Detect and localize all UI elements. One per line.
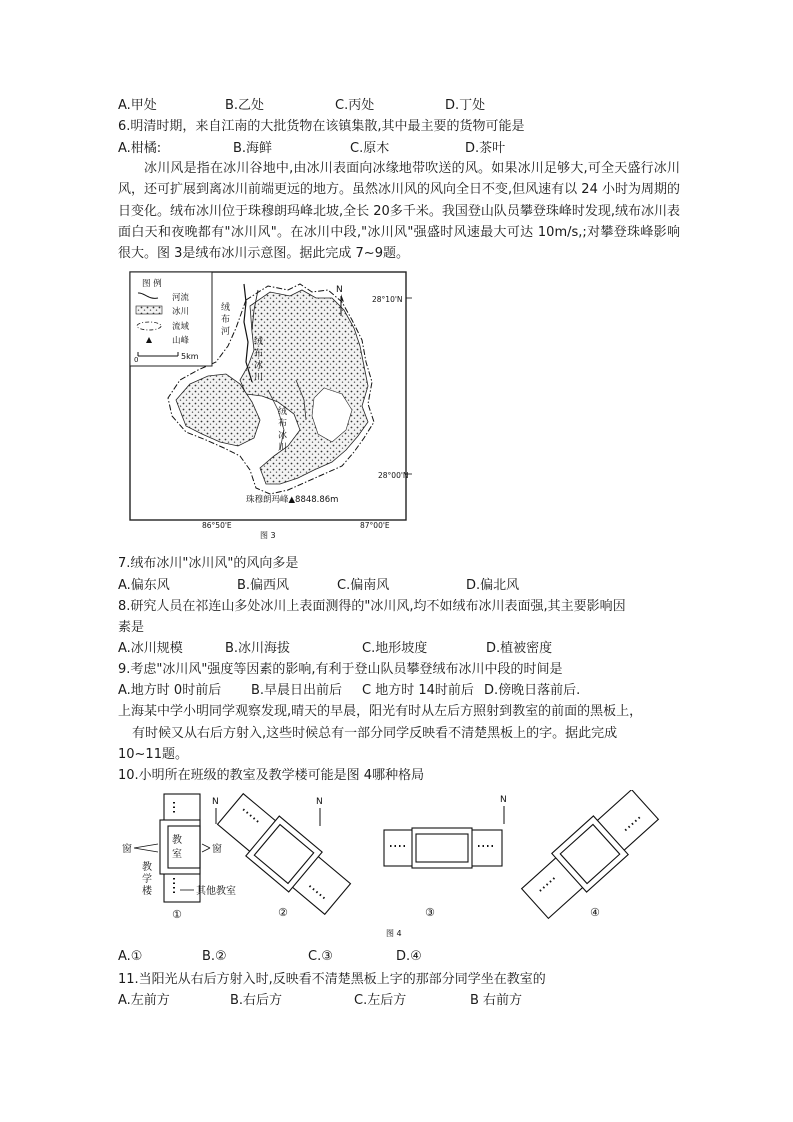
lon-left: 86°50'E	[202, 521, 232, 530]
q7-option-c: C.偏南风	[337, 578, 390, 593]
q9-stem: 9.考虑"冰川风"强度等因素的影响,有利于登山队员攀登绒布冰川中段的时间是	[118, 662, 563, 677]
peak-label: 珠穆朗玛峰▲8848.86m	[246, 495, 339, 505]
q7-stem: 7.绒布冰川"冰川风"的风向多是	[118, 556, 299, 571]
legend-glacier-symbol	[136, 306, 162, 314]
q6-option-b: B.海鲜	[233, 141, 273, 156]
window-left-label: 窗	[122, 844, 132, 855]
river-label-3: 河	[221, 327, 231, 337]
legend-glacier: 冰川	[172, 307, 190, 317]
q8-option-b: B.冰川海拔	[225, 641, 291, 656]
legend-title: 图 例	[142, 279, 162, 289]
q10-option-a: A.①	[118, 949, 143, 964]
layout-2	[214, 790, 355, 919]
glacier2-label-1: 绒	[278, 407, 288, 417]
classroom-label-2: 室	[172, 849, 182, 860]
q7-options	[118, 576, 698, 596]
passage-glacier-wind	[118, 158, 680, 264]
lat-top: 28°10'N	[372, 295, 403, 304]
q6-stem: 6.明清时期，来自江南的大批货物在该镇集散,其中最主要的货物可能是	[118, 119, 525, 134]
other-classroom-label: 其他教室	[196, 886, 236, 897]
q10-option-c: C.③	[308, 949, 333, 964]
legend-basin: 流域	[172, 322, 190, 332]
north-label: N	[336, 285, 343, 295]
q6-options	[118, 139, 698, 159]
q11-option-a: A.左前方	[118, 993, 170, 1008]
passage2-line1: 上海某中学小明同学观察发现,晴天的早晨，阳光有时从左后方照射到教室的前面的黑板上，	[118, 704, 643, 719]
q8-options	[118, 639, 698, 659]
glacier1-label-1: 绒	[254, 337, 264, 347]
q7-option-d: D.偏北风	[466, 578, 520, 593]
figure-3-glacier-map	[128, 270, 418, 552]
passage-glacier-wind-text: 冰川风是指在冰川谷地中,由冰川表面向冰缘地带吹送的风。如果冰川足够大,可全天盛行冰川风，还可扩展到离冰川前端更远的地方。虽然冰川风的风向全日不变,但风速有以 24 小时为周期的日变化。绒布冰川位于珠穆朗玛峰北坡,全长 20多千米。我国登山队员攀登珠峰时发现,绒布冰川表面白天和夜晚都有"冰川风"。在冰川中段,"冰川风"强盛时风速最大可达 10m/s,;对攀登珠峰影响很大。图 3是绒布冰川示意图。据此完成 7~9题。	[118, 161, 680, 262]
q11-option-c: C.左后方	[354, 993, 407, 1008]
layout-number-1: ①	[172, 908, 182, 921]
q10-option-b: B.②	[202, 949, 227, 964]
q7-option-a: A.偏东风	[118, 578, 170, 593]
q11-option-d: B 右前方	[470, 993, 523, 1008]
glacier2-label-4: 川	[278, 443, 288, 453]
glacier1-label-4: 川	[254, 373, 264, 383]
building-label-1: 教	[142, 862, 152, 873]
window-right-label: 窗	[212, 844, 222, 855]
figure3-caption: 图 3	[260, 531, 276, 540]
lon-right: 87°00'E	[360, 521, 390, 530]
q8-option-a: A.冰川规模	[118, 641, 183, 656]
passage2-line3: 10~11题。	[118, 747, 188, 762]
passage2-line2: 有时候又从右后方射入,这些时候总有一部分同学反映看不清楚黑板上的字。据此完成	[132, 726, 618, 741]
q5-option-d: D.丁处	[445, 98, 486, 113]
lat-bottom: 28°00'N	[378, 471, 409, 480]
building-label-2: 学	[142, 874, 152, 885]
glacier2-label-3: 冰	[278, 431, 288, 441]
q5-option-b: B.乙处	[225, 98, 265, 113]
scale-zero: 0	[134, 356, 139, 364]
q10-stem: 10.小明所在班级的教室及教学楼可能是图 4哪种格局	[118, 768, 425, 783]
glacier2-label-2: 布	[278, 419, 288, 429]
q11-options	[118, 991, 698, 1011]
scale-label: 5km	[181, 352, 199, 361]
building-label-3: 楼	[142, 886, 152, 897]
figure4-caption: 图 4	[386, 929, 402, 938]
q8-stem-line1: 8.研究人员在祁连山多处冰川上表面测得的"冰川风,均不如绒布冰川表面强,其主要影响因	[118, 599, 626, 614]
layout-number-3: ③	[425, 906, 435, 919]
layout-1	[160, 794, 200, 902]
q9-option-a: A.地方时 0时前后	[118, 683, 222, 698]
layout-number-4: ④	[590, 906, 600, 919]
q11-option-b: B.右后方	[230, 993, 283, 1008]
q5-options	[118, 96, 698, 116]
legend-peak: 山峰	[172, 336, 190, 346]
q8-option-d: D.植被密度	[486, 641, 553, 656]
q11-stem: 11.当阳光从右后方射入时,反映看不清楚黑板上字的那部分同学坐在教室的	[118, 972, 546, 987]
legend-river: 河流	[172, 293, 190, 303]
river-label-2: 布	[221, 315, 231, 325]
q6-option-a: A.柑橘:	[118, 141, 162, 156]
north-label-fig4-3: N	[500, 795, 507, 805]
layout-3	[384, 828, 502, 868]
north-label-fig4-2: N	[316, 797, 323, 807]
q8-stem-line2: 素是	[118, 620, 145, 635]
q6-option-d: D.茶叶	[465, 141, 506, 156]
north-label-fig4: N	[212, 797, 219, 807]
q5-option-a: A.甲处	[118, 98, 157, 113]
q7-option-b: B.偏西风	[237, 578, 290, 593]
q9-option-c: C 地方时 14时前后	[362, 683, 474, 698]
q9-option-b: B.早晨日出前后	[251, 683, 343, 698]
glacier1-label-2: 布	[254, 349, 264, 359]
q5-option-c: C.丙处	[335, 98, 375, 113]
q9-option-d: D.傍晚日落前后.	[484, 683, 581, 698]
glacier1-label-3: 冰	[254, 361, 264, 371]
q6-option-c: C.原木	[350, 141, 390, 156]
q10-option-d: D.④	[396, 949, 422, 964]
classroom-label-1: 教	[172, 835, 182, 846]
river-label-1: 绒	[221, 303, 231, 313]
q8-option-c: C.地形坡度	[362, 641, 428, 656]
q10-options	[118, 947, 698, 967]
figure-4-classroom-layouts	[120, 790, 680, 942]
layout-number-2: ②	[278, 906, 288, 919]
layout-4	[518, 790, 663, 923]
q9-options	[118, 681, 698, 701]
